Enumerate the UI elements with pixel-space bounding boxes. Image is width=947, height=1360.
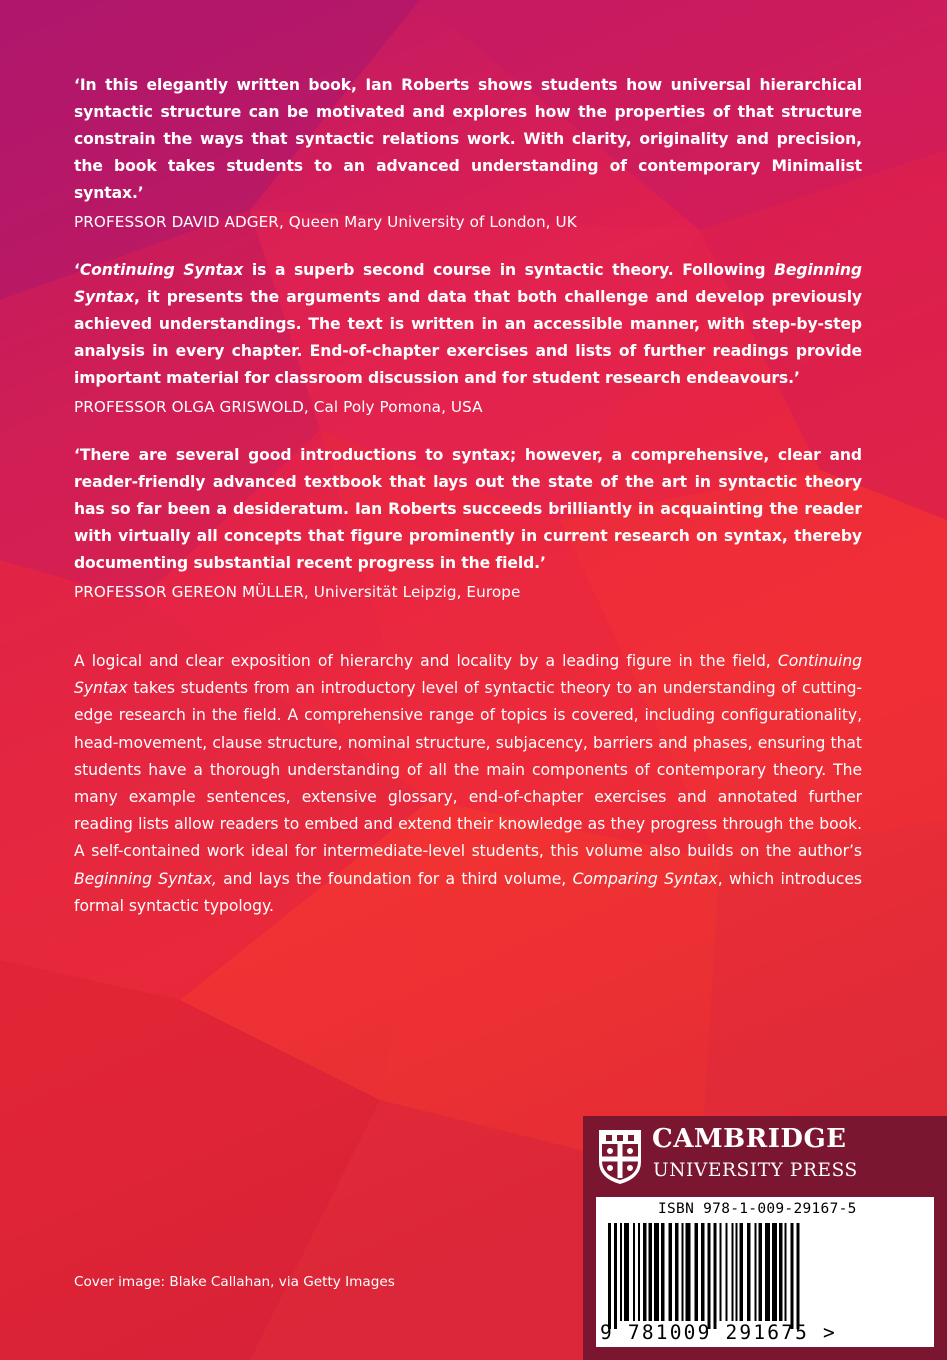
barcode-bar [797,1223,800,1329]
blurb-quote [74,257,862,392]
blurb-attribution [74,211,862,233]
barcode-bar [720,1223,722,1321]
text-run: A logical and clear exposition of hierarchy and locality by a leading figure in the field, [74,652,778,670]
attribution-name: PROFESSOR DAVID ADGER [74,213,279,231]
cover-image-credit: Cover image: Blake Callahan, via Getty Images [74,1274,395,1290]
barcode-bar [633,1223,635,1321]
text-run: ‘There are several good introductions to syntax; however, a comprehensive, clear and reader-friendly advanced textbook that lays out the state of the art in syntactic theory has so far been a desideratum. Ian Roberts succeeds brilliantly in acquainting the reader with virtually all concepts that figure prominently in current research on syntax, thereby documenting substantial recent progress in the field.’ [74,446,862,572]
barcode-bar [740,1223,744,1321]
barcode-bar [682,1223,684,1321]
barcode-bar [701,1223,705,1321]
attribution-affiliation: , Universität Leipzig, Europe [303,583,521,601]
barcode-bar [624,1223,629,1321]
barcode-bar [638,1223,640,1321]
barcode-bar [736,1223,738,1321]
text-run: and lays the foundation for a third volume, [216,869,573,888]
barcode-bar [772,1223,777,1321]
barcode-bar [643,1223,647,1321]
text-run: is a superb second course in syntactic theory. Following [243,261,775,279]
attribution-name: PROFESSOR OLGA GRISWOLD [74,398,304,416]
barcode-bar [675,1223,679,1321]
barcode-bar [649,1223,653,1321]
barcode-bar [654,1223,659,1321]
barcode-bar [785,1223,787,1321]
italic-title: Continuing Syntax [79,261,244,279]
barcode-bar [714,1223,717,1329]
italic-title: Beginning Syntax [74,261,862,306]
blurb-2 [74,257,862,418]
blurb-1 [74,72,862,233]
blurb-attribution [74,581,862,603]
cambridge-crest-icon [597,1128,643,1186]
attribution-affiliation: , Cal Poly Pomona, USA [303,398,483,416]
isbn-label: ISBN 978-1-009-29167-5 [658,1201,857,1217]
barcode-bar [759,1223,763,1321]
italic-title: Continuing Syntax [74,652,862,698]
review-blurbs [74,72,862,627]
publisher-press: UNIVERSITY PRESS [653,1160,858,1181]
barcode-bar [686,1223,691,1321]
barcode-bar [791,1223,794,1329]
barcode-bar [732,1223,734,1321]
barcode-bar [620,1223,622,1321]
attribution-affiliation: , Queen Mary University of London, UK [278,213,577,231]
blurb-attribution [74,396,862,418]
barcode-bar [726,1223,728,1321]
blurb-3 [74,442,862,603]
barcode-bar [765,1223,770,1321]
text-run: , which introduces formal syntactic typology. [74,869,862,915]
barcode-digits: 9 781009 291675 > [600,1321,837,1344]
isbn-barcode [596,1197,934,1347]
barcode-bar [779,1223,783,1321]
barcode-bar [747,1223,751,1321]
barcode-bar [608,1223,611,1329]
barcode-bar [708,1223,711,1329]
text-run: ‘ [74,261,80,279]
text-run: , it presents the arguments and data that both challenge and develop previously achieved understandings. The text is written in an accessible manner, with step-by-step analysis in every chapter. End-of-chapter exercises and lists of further readings provide important material for classroom discussion and for student research endeavours.’ [74,288,862,387]
blurb-quote [74,72,862,207]
barcode-bar [755,1223,757,1321]
text-run: takes students from an introductory level of syntactic theory to an understanding of cutting-edge research in the field. A comprehensive range of topics is covered, including configurationality, head-movement, clause structure, nominal structure, subjacency, barriers and phases, ensuring that students have a thorough understanding of all the main components of contemporary theory. The many example sentences, extensive glossary, end-of-chapter exercises and annotated further reading lists allow readers to embed and extend their knowledge as they progress through the book. A self-contained work ideal for intermediate-level students, this volume also builds on the author’s [74,679,862,861]
attribution-name: PROFESSOR GEREON MÜLLER [74,583,304,601]
publisher-name: CAMBRIDGE [652,1124,847,1154]
italic-title: Comparing Syntax [572,869,718,888]
blurb-quote [74,442,862,577]
barcode-bar [669,1223,673,1321]
book-description [74,648,862,920]
barcode-bar [695,1223,699,1321]
barcode-bar [661,1223,665,1321]
text-run: ‘In this elegantly written book, Ian Roberts shows students how universal hierarchical syntactic structure can be motivated and explores how the properties of that structure constrain the ways that syntactic relations work. With clarity, originality and precision, the book takes students to an advanced understanding of contemporary Minimalist syntax.’ [74,76,862,202]
italic-title: Beginning Syntax, [74,869,217,888]
barcode-bar [614,1223,617,1329]
